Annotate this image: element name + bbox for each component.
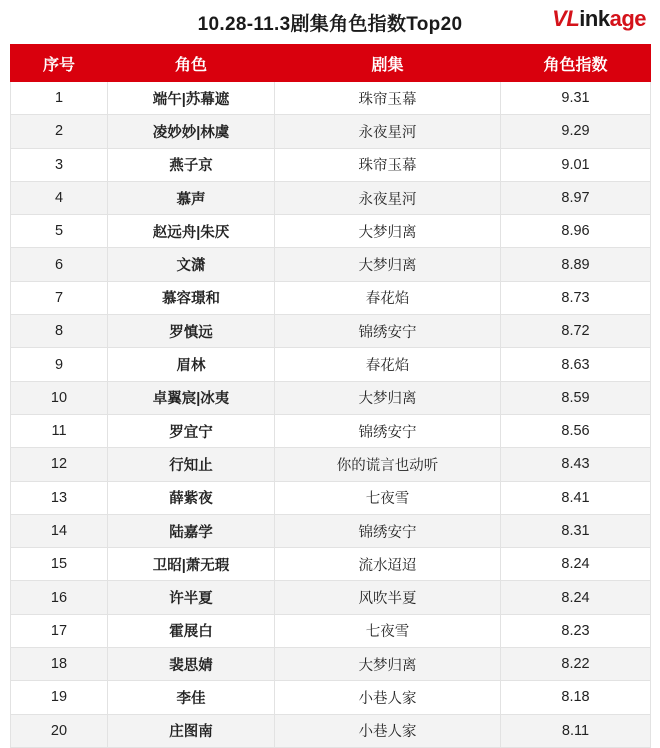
- cell-rank: 8: [11, 315, 108, 348]
- cell-rank: 6: [11, 248, 108, 281]
- table-row: [11, 281, 651, 314]
- table-header-row: [11, 45, 651, 82]
- table-row: [11, 82, 651, 115]
- cell-rank: 10: [11, 381, 108, 414]
- cell-score: 8.24: [501, 548, 651, 581]
- cell-score: 9.31: [501, 82, 651, 115]
- character-index-table: [10, 44, 651, 748]
- cell-rank: 16: [11, 581, 108, 614]
- cell-rank: 4: [11, 181, 108, 214]
- cell-role: 眉林: [108, 348, 275, 381]
- cell-rank: 3: [11, 148, 108, 181]
- cell-role: 裴思婧: [108, 648, 275, 681]
- column-header-role: 角色: [108, 45, 275, 82]
- cell-role: 霍展白: [108, 614, 275, 647]
- cell-rank: 17: [11, 614, 108, 647]
- cell-rank: 2: [11, 115, 108, 148]
- cell-role: 赵远舟|朱厌: [108, 215, 275, 248]
- table-row: [11, 181, 651, 214]
- cell-rank: 15: [11, 548, 108, 581]
- cell-show: 锦绣安宁: [275, 514, 501, 547]
- cell-role: 罗慎远: [108, 315, 275, 348]
- table-row: [11, 614, 651, 647]
- cell-role: 陆嘉学: [108, 514, 275, 547]
- cell-show: 春花焰: [275, 348, 501, 381]
- cell-rank: 9: [11, 348, 108, 381]
- table-row: [11, 648, 651, 681]
- cell-show: 你的谎言也动听: [275, 448, 501, 481]
- table-row: [11, 448, 651, 481]
- table-row: [11, 514, 651, 547]
- cell-score: 9.01: [501, 148, 651, 181]
- cell-show: 小巷人家: [275, 714, 501, 747]
- table-row: [11, 414, 651, 447]
- cell-show: 大梦归离: [275, 248, 501, 281]
- cell-show: 大梦归离: [275, 648, 501, 681]
- table-row: [11, 381, 651, 414]
- cell-role: 罗宜宁: [108, 414, 275, 447]
- cell-rank: 7: [11, 281, 108, 314]
- cell-role: 凌妙妙|林虞: [108, 115, 275, 148]
- cell-role: 许半夏: [108, 581, 275, 614]
- cell-role: 行知止: [108, 448, 275, 481]
- cell-role: 慕容璟和: [108, 281, 275, 314]
- cell-role: 燕子京: [108, 148, 275, 181]
- cell-score: 8.43: [501, 448, 651, 481]
- cell-role: 薛紫夜: [108, 481, 275, 514]
- cell-show: 锦绣安宁: [275, 315, 501, 348]
- cell-score: 8.22: [501, 648, 651, 681]
- cell-rank: 20: [11, 714, 108, 747]
- table-row: [11, 548, 651, 581]
- cell-score: 8.96: [501, 215, 651, 248]
- cell-show: 大梦归离: [275, 215, 501, 248]
- cell-rank: 14: [11, 514, 108, 547]
- column-header-show: 剧集: [275, 45, 501, 82]
- table-row: [11, 681, 651, 714]
- vlinkage-logo: [552, 8, 646, 30]
- cell-role: 李佳: [108, 681, 275, 714]
- cell-score: 8.72: [501, 315, 651, 348]
- cell-rank: 19: [11, 681, 108, 714]
- logo-part-v: VL: [552, 6, 580, 31]
- table-row: [11, 215, 651, 248]
- cell-score: 8.56: [501, 414, 651, 447]
- cell-score: 8.23: [501, 614, 651, 647]
- table-row: [11, 348, 651, 381]
- page-header: [0, 0, 660, 44]
- cell-show: 珠帘玉幕: [275, 148, 501, 181]
- cell-show: 风吹半夏: [275, 581, 501, 614]
- cell-show: 小巷人家: [275, 681, 501, 714]
- cell-score: 8.24: [501, 581, 651, 614]
- cell-score: 8.89: [501, 248, 651, 281]
- cell-show: 流水迢迢: [275, 548, 501, 581]
- table-row: [11, 315, 651, 348]
- cell-show: 锦绣安宁: [275, 414, 501, 447]
- page-title: 10.28-11.3剧集角色指数Top20: [197, 13, 463, 35]
- table-row: [11, 714, 651, 747]
- table-row: [11, 481, 651, 514]
- cell-rank: 18: [11, 648, 108, 681]
- cell-score: 8.63: [501, 348, 651, 381]
- cell-show: 七夜雪: [275, 481, 501, 514]
- cell-show: 春花焰: [275, 281, 501, 314]
- cell-rank: 1: [11, 82, 108, 115]
- cell-score: 8.97: [501, 181, 651, 214]
- cell-rank: 12: [11, 448, 108, 481]
- column-header-score: 角色指数: [501, 45, 651, 82]
- cell-role: 卓翼宸|冰夷: [108, 381, 275, 414]
- cell-score: 8.41: [501, 481, 651, 514]
- column-header-rank: 序号: [11, 45, 108, 82]
- cell-role: 慕声: [108, 181, 275, 214]
- cell-show: 大梦归离: [275, 381, 501, 414]
- cell-role: 端午|苏幕遮: [108, 82, 275, 115]
- cell-score: 8.31: [501, 514, 651, 547]
- cell-rank: 11: [11, 414, 108, 447]
- cell-show: 永夜星河: [275, 115, 501, 148]
- cell-show: 珠帘玉幕: [275, 82, 501, 115]
- cell-role: 文潇: [108, 248, 275, 281]
- cell-show: 永夜星河: [275, 181, 501, 214]
- cell-rank: 13: [11, 481, 108, 514]
- cell-score: 9.29: [501, 115, 651, 148]
- table-row: [11, 248, 651, 281]
- cell-score: 8.73: [501, 281, 651, 314]
- logo-part-link: ink: [579, 6, 610, 31]
- table-row: [11, 148, 651, 181]
- cell-score: 8.11: [501, 714, 651, 747]
- cell-show: 七夜雪: [275, 614, 501, 647]
- table-row: [11, 115, 651, 148]
- cell-score: 8.59: [501, 381, 651, 414]
- cell-role: 卫昭|萧无瑕: [108, 548, 275, 581]
- table-row: [11, 581, 651, 614]
- logo-part-age: age: [609, 6, 646, 31]
- cell-score: 8.18: [501, 681, 651, 714]
- cell-rank: 5: [11, 215, 108, 248]
- cell-role: 庄图南: [108, 714, 275, 747]
